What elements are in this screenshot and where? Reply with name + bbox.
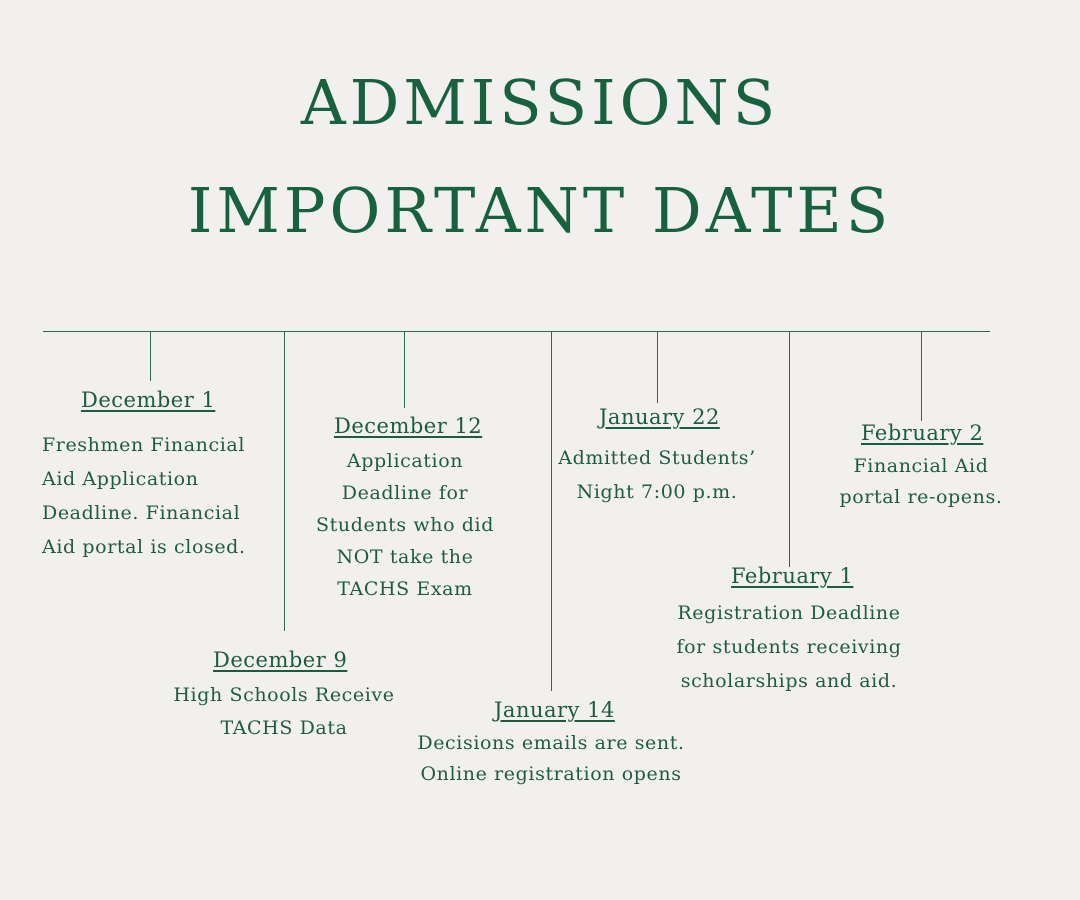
- page-title-line-1: ADMISSIONS: [300, 66, 780, 139]
- event-date-dec-12: December 12: [334, 414, 483, 438]
- timeline-tick-dec-1: [150, 331, 151, 381]
- event-desc-line: Admitted Students’: [558, 447, 756, 469]
- event-desc-line: for students receiving: [676, 636, 902, 658]
- event-desc-line: TACHS Exam: [337, 578, 473, 600]
- event-desc-line: Aid portal is closed.: [42, 536, 246, 558]
- event-desc-jan-22: [547, 441, 767, 509]
- event-date-jan-22: January 22: [599, 405, 720, 429]
- event-desc-line: Online registration opens: [420, 763, 682, 785]
- event-desc-line: High Schools Receive: [173, 684, 395, 706]
- event-desc-line: Aid Application: [42, 468, 199, 490]
- timeline-axis: [43, 331, 990, 332]
- event-desc-line: NOT take the: [336, 546, 474, 568]
- event-date-dec-9: December 9: [213, 648, 348, 672]
- event-desc-line: TACHS Data: [220, 717, 348, 739]
- page-title-line-2: IMPORTANT DATES: [187, 174, 893, 247]
- event-desc-line: scholarships and aid.: [680, 670, 898, 692]
- event-desc-line: Students who did: [316, 514, 494, 536]
- event-desc-line: portal re-opens.: [839, 486, 1003, 508]
- timeline-tick-dec-12: [404, 331, 405, 408]
- event-desc-feb-1: [664, 596, 914, 698]
- event-desc-dec-9: [164, 679, 404, 745]
- event-date-dec-1: December 1: [81, 388, 216, 412]
- event-desc-line: Freshmen Financial: [42, 434, 246, 456]
- event-desc-line: Application: [346, 450, 464, 472]
- event-desc-feb-2: [826, 451, 1016, 513]
- event-desc-line: Deadline. Financial: [42, 502, 241, 524]
- event-date-feb-2: February 2: [861, 421, 984, 445]
- event-desc-line: Decisions emails are sent.: [417, 732, 685, 754]
- timeline-tick-jan-14: [551, 331, 552, 691]
- timeline-tick-feb-1: [789, 331, 790, 567]
- timeline-tick-jan-22: [657, 331, 658, 403]
- event-desc-line: Deadline for: [341, 482, 469, 504]
- timeline-tick-feb-2: [921, 331, 922, 421]
- event-desc-line: Registration Deadline: [677, 602, 901, 624]
- event-date-feb-1: February 1: [731, 564, 854, 588]
- event-desc-jan-14: [401, 728, 701, 790]
- timeline-tick-dec-9: [284, 331, 285, 631]
- event-desc-dec-1: [42, 428, 282, 564]
- event-desc-dec-12: [300, 445, 510, 605]
- event-desc-line: Financial Aid: [853, 455, 989, 477]
- event-date-jan-14: January 14: [494, 698, 615, 722]
- event-desc-line: Night 7:00 p.m.: [576, 481, 738, 503]
